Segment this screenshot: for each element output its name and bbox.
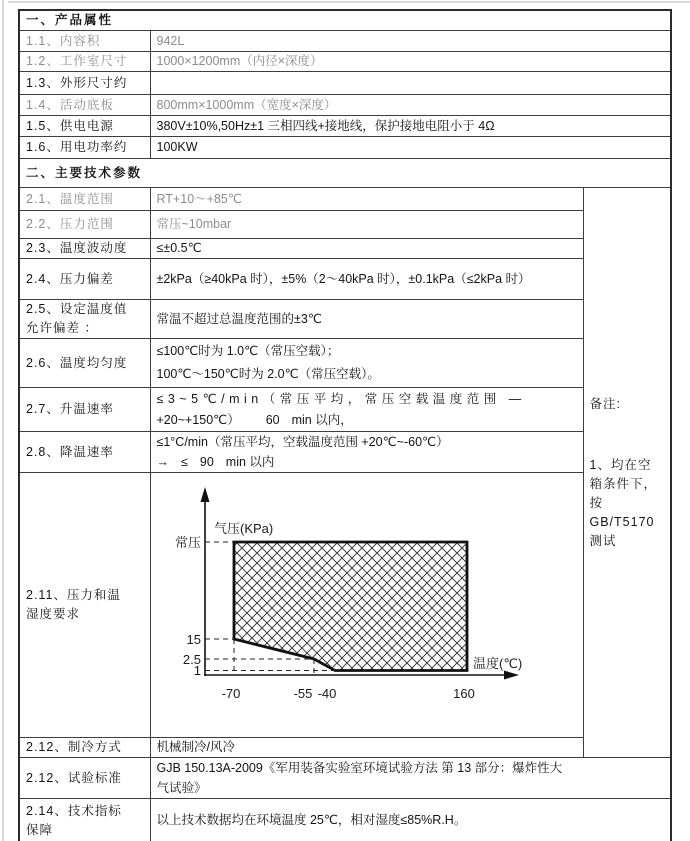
y-tick-1: 1 [193,663,201,678]
row-value-2-6 [150,339,583,388]
remarks-cell [583,188,671,758]
row-label-2-4: 2.4、压力偏差 [19,259,150,300]
row-label-1-2: 1.2、工作室尺寸 [19,52,150,72]
x-tick-neg70: -70 [221,686,240,701]
row-label-2-12b: 2.12、试验标准 [19,758,150,799]
row-label-2-11 [19,473,150,738]
row-value-line [157,452,579,472]
row-value-2-3: ≤±0.5℃ [150,239,583,259]
x-tick-neg55: -55 [293,686,312,701]
section2-header: 二、主要技术参数 [19,159,671,188]
row-label-2-6: 2.6、温度均匀度 [19,339,150,388]
row-value-line [157,410,579,431]
remarks-note-line: 按 [589,495,604,510]
row-value-part: 90 [199,455,214,469]
row-value-2-12b [150,758,671,799]
row-label-line: 2.11、压力和温 [26,588,121,602]
row-label-1-1: 1.1、内容积 [19,31,150,52]
row-label-line: 保障 [26,822,54,837]
page-edge-left [2,0,4,841]
row-value-line: GJB 150.13A-2009《军用装备实验室环境试验方法 第 13 部分：爆炸性大 [156,761,563,775]
row-label-line: 允许偏差 ： [26,321,98,335]
remarks-note-line: 箱条件下， [589,476,658,491]
row-label-1-3: 1.3、外形尺寸约 [19,72,150,95]
allowed-region-polygon [234,542,467,671]
x-tick-160: 160 [452,686,475,701]
row-value-2-2: 常压~10mbar [150,211,583,239]
pressure-temperature-chart-cell [150,473,583,738]
row-value-1-6: 100KW [150,137,671,159]
row-value-2-7 [150,388,583,432]
y-tick-atm: 常压 [174,535,201,550]
row-value-part: +20~+150℃） [156,412,240,427]
pressure-temperature-chart [157,473,584,731]
row-label-line: 湿度要求 [26,607,81,621]
row-value-part: 60 [265,412,280,427]
row-value-2-8 [150,432,583,473]
row-value-part: min 以内， [291,412,353,427]
row-value-1-2: 1000×1200mm（内径×深度） [150,52,671,72]
row-value-2-14: 以上技术数据均在环境温度 25℃，相对湿度≤85%R.H。 [150,799,671,841]
row-value-2-4: ±2kPa（≥40kPa 时），±5%（2～40kPa 时），±0.1kPa（≤2kPa 时） [150,259,583,300]
row-label-2-2: 2.2、压力范围 [19,211,150,239]
row-label-2-1: 2.1、温度范围 [19,188,150,211]
row-label-2-12a: 2.12、制冷方式 [19,738,150,758]
row-value-line: ≤100℃时为 1.0℃（常压空载）； [156,344,340,358]
remarks-note-line: 1、均在空 [589,457,652,472]
row-label-1-6: 1.6、用电功率约 [19,137,150,159]
row-label-2-3: 2.3、温度波动度 [19,239,150,259]
row-value-1-3 [150,72,671,95]
chart-x-axis-label: 温度(℃) [472,656,522,671]
row-value-2-1: RT+10～+85℃ [150,188,583,211]
page-edge-top [8,1,690,3]
row-label-2-8: 2.8、降温速率 [19,432,150,473]
row-label-2-14 [19,799,150,841]
row-value-1-1: 942L [150,31,671,52]
chart-y-axis-label: 气压(KPa) [213,521,273,536]
row-value-line: ≤3~5℃/min（常压平均，常压空载温度范围 — [156,391,526,406]
row-label-1-5: 1.5、供电电源 [19,116,150,137]
y-axis-arrow [200,487,209,502]
spec-table [18,9,672,841]
x-tick-neg40: -40 [317,686,336,701]
row-value-1-4: 800mm×1000mm（宽度×深度） [150,95,671,116]
section1-header: 一、产品属性 [19,10,671,31]
row-value-2-5: 常温不超过总温度范围的±3℃ [150,300,583,339]
row-label-2-7: 2.7、升温速率 [19,388,150,432]
remarks-title: 备注: [589,396,621,411]
row-label-2-5 [19,300,150,339]
row-value-line: ≤1°C/min（常压平均，空载温度范围 +20℃~-60℃） [156,435,449,449]
row-value-part: min 以内 [225,455,275,469]
y-tick-2-5: 2.5 [182,652,201,667]
row-value-2-12a: 机械制冷/风冷 [150,738,583,758]
row-label-1-4: 1.4、活动底板 [19,95,150,116]
x-axis-arrow [504,671,519,680]
remarks-note-line: 测试 [589,533,617,548]
y-tick-15: 15 [186,632,201,647]
row-value-line: 气试验》 [156,781,207,795]
row-label-line: 2.5、设定温度值 [26,302,128,316]
row-value-1-5: 380V±10%,50Hz±1 三相四线+接地线，保护接地电阻小于 4Ω [150,116,671,137]
arrow-glyph: → [156,455,169,469]
row-value-part: ≤ [181,455,188,469]
row-value-line: 100℃～150℃时为 2.0℃（常压空载）。 [156,367,380,381]
row-label-line: 2.14、技术指标 [26,803,122,818]
remarks-note-line: GB/T5170 [589,514,655,529]
